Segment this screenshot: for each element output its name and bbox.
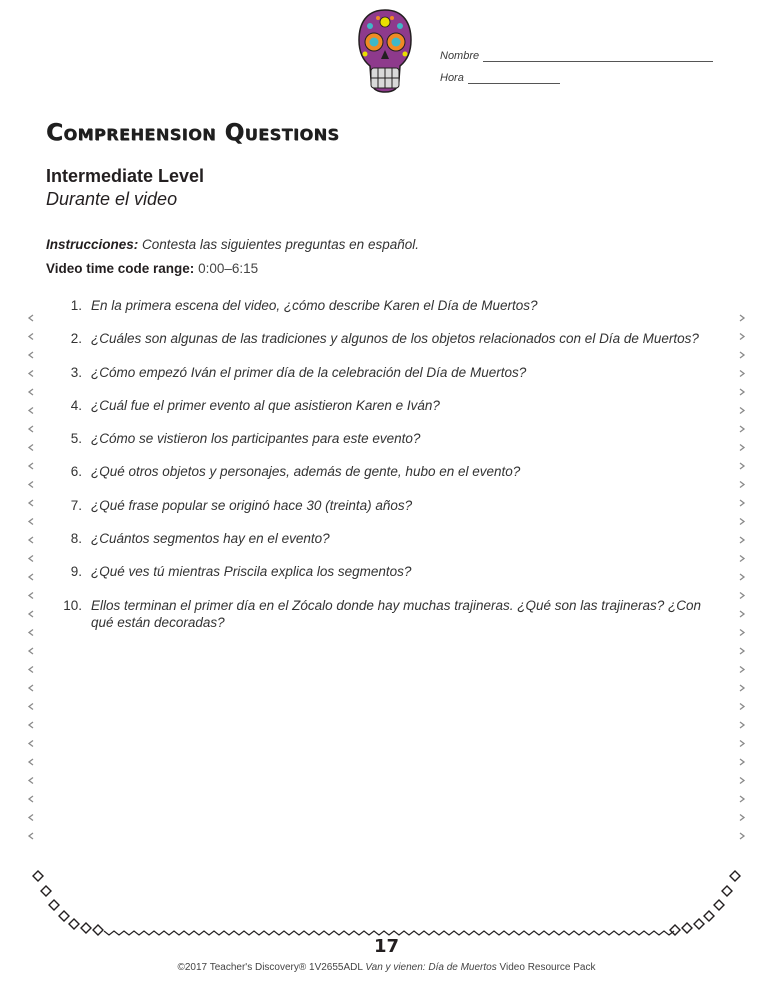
question-text: ¿Qué otros objetos y personajes, además de gente, hubo en el evento?	[91, 464, 521, 480]
border-chevron-right	[740, 685, 744, 691]
border-chevron-right	[740, 630, 744, 636]
border-chevron-left	[29, 648, 33, 654]
level-heading: Intermediate Level	[46, 166, 205, 186]
name-field[interactable]	[440, 40, 713, 62]
border-diamond	[682, 923, 692, 933]
instructions-text: Contesta las siguientes preguntas en español.	[142, 237, 419, 252]
question-list	[60, 297, 715, 647]
question-text: ¿Cómo empezó Iván el primer día de la celebración del Día de Muertos?	[91, 364, 527, 380]
border-chevron-left	[29, 778, 33, 784]
border-chevron-left	[29, 519, 33, 525]
border-chevron-right	[740, 500, 744, 506]
border-chevron-left	[29, 371, 33, 377]
border-chevron-left	[29, 667, 33, 673]
time-range	[46, 261, 258, 276]
border-diamond	[714, 900, 724, 910]
border-chevron-left	[29, 315, 33, 321]
border-chevron-left	[29, 408, 33, 414]
question-text: ¿Qué frase popular se originó hace 30 (treinta) años?	[91, 497, 413, 513]
border-chevron-right	[740, 519, 744, 525]
border-chevron-right	[740, 389, 744, 395]
footer-credit	[0, 962, 773, 973]
border-chevron-right	[740, 334, 744, 340]
question-text: ¿Qué ves tú mientras Priscila explica los segmentos?	[91, 564, 412, 580]
question-number: 9.	[70, 564, 82, 580]
border-diamond	[33, 871, 43, 881]
border-chevron-right	[740, 482, 744, 488]
question-text: Ellos terminan el primer día en el Zócalo donde hay muchas trajineras. ¿Qué son las trajineras? ¿Con qué están decoradas?	[91, 597, 702, 630]
question-text: ¿Cuál fue el primer evento al que asistieron Karen e Iván?	[91, 397, 440, 413]
page-title: Comprehension Questions	[46, 120, 340, 146]
question-number: 5.	[70, 431, 82, 447]
border-chevron-left	[29, 426, 33, 432]
question-item	[60, 297, 715, 314]
border-zigzag-bottom	[104, 931, 674, 935]
border-chevron-right	[740, 648, 744, 654]
border-diamond	[69, 919, 79, 929]
border-chevron-right	[740, 537, 744, 543]
question-number: 6.	[70, 464, 82, 480]
border-chevron-right	[740, 778, 744, 784]
border-diamond	[93, 925, 103, 935]
border-chevron-left	[29, 833, 33, 839]
question-item	[60, 463, 715, 480]
name-line[interactable]	[483, 49, 713, 62]
question-number: 1.	[70, 298, 82, 313]
border-chevron-left	[29, 759, 33, 765]
name-label: Nombre	[440, 50, 480, 62]
border-chevron-right	[740, 741, 744, 747]
question-item	[60, 497, 715, 514]
question-item	[60, 430, 715, 447]
question-item	[60, 364, 715, 381]
border-chevron-left	[29, 741, 33, 747]
border-chevron-right	[740, 667, 744, 673]
page-number: 17	[373, 936, 400, 957]
border-chevron-left	[29, 334, 33, 340]
question-number: 8.	[70, 531, 82, 547]
name-hour-fields	[440, 40, 713, 84]
border-diamond	[49, 900, 59, 910]
border-chevron-right	[740, 759, 744, 765]
question-text: ¿Cuántos segmentos hay en el evento?	[91, 531, 330, 547]
footer-prefix: ©2017 Teacher's Discovery® 1V2655ADL	[177, 962, 363, 973]
instructions-label: Instrucciones:	[46, 237, 139, 252]
border-chevron-right	[740, 815, 744, 821]
border-chevron-left	[29, 611, 33, 617]
border-chevron-left	[29, 556, 33, 562]
border-chevron-left	[29, 630, 33, 636]
time-range-label: Video time code range:	[46, 261, 195, 276]
border-chevron-right	[740, 371, 744, 377]
question-text: ¿Cuáles son algunas de las tradiciones y algunos de los objetos relacionados con el Día de Muertos?	[91, 331, 699, 347]
border-chevron-left	[29, 722, 33, 728]
border-chevron-right	[740, 556, 744, 562]
border-chevron-left	[29, 482, 33, 488]
border-chevron-right	[740, 445, 744, 451]
border-chevron-left	[29, 574, 33, 580]
border-chevron-right	[740, 611, 744, 617]
border-diamond	[730, 871, 740, 881]
question-item	[60, 530, 715, 547]
border-chevron-right	[740, 408, 744, 414]
border-chevron-right	[740, 796, 744, 802]
border-chevron-left	[29, 704, 33, 710]
border-diamond	[81, 923, 91, 933]
border-diamond	[704, 911, 714, 921]
sugar-skull-icon	[356, 8, 414, 94]
hour-line[interactable]	[468, 71, 560, 84]
border-chevron-left	[29, 500, 33, 506]
border-chevron-right	[740, 463, 744, 469]
border-chevron-left	[29, 685, 33, 691]
border-chevron-right	[740, 593, 744, 599]
question-number: 10.	[63, 597, 82, 613]
instructions	[46, 237, 419, 252]
border-chevron-right	[740, 426, 744, 432]
question-text: En la primera escena del video, ¿cómo describe Karen el Día de Muertos?	[91, 298, 538, 313]
question-item	[60, 563, 715, 580]
border-chevron-left	[29, 445, 33, 451]
border-chevron-right	[740, 704, 744, 710]
border-diamond	[41, 886, 51, 896]
border-chevron-right	[740, 352, 744, 358]
hour-label: Hora	[440, 72, 464, 84]
sublevel-heading: Durante el video	[46, 189, 178, 209]
border-chevron-left	[29, 352, 33, 358]
border-chevron-left	[29, 815, 33, 821]
question-item	[60, 330, 715, 347]
question-text: ¿Cómo se vistieron los participantes para este evento?	[91, 431, 421, 447]
border-chevron-right	[740, 722, 744, 728]
border-diamond	[694, 919, 704, 929]
question-number: 2.	[70, 331, 82, 347]
border-diamond	[59, 911, 69, 921]
question-number: 7.	[70, 497, 82, 513]
border-chevron-left	[29, 389, 33, 395]
question-number: 4.	[70, 397, 82, 413]
border-chevron-right	[740, 315, 744, 321]
border-chevron-left	[29, 463, 33, 469]
border-chevron-right	[740, 574, 744, 580]
border-chevron-left	[29, 796, 33, 802]
border-diamond	[670, 925, 680, 935]
time-range-value: 0:00–6:15	[198, 261, 259, 276]
question-item	[60, 597, 715, 631]
border-diamond	[722, 886, 732, 896]
footer-suffix: Video Resource Pack	[499, 962, 596, 973]
border-chevron-left	[29, 593, 33, 599]
footer-title: Van y vienen: Día de Muertos	[365, 962, 497, 973]
question-number: 3.	[70, 364, 82, 380]
border-chevron-left	[29, 537, 33, 543]
hour-field[interactable]	[440, 62, 713, 84]
border-chevron-right	[740, 833, 744, 839]
question-item	[60, 397, 715, 414]
